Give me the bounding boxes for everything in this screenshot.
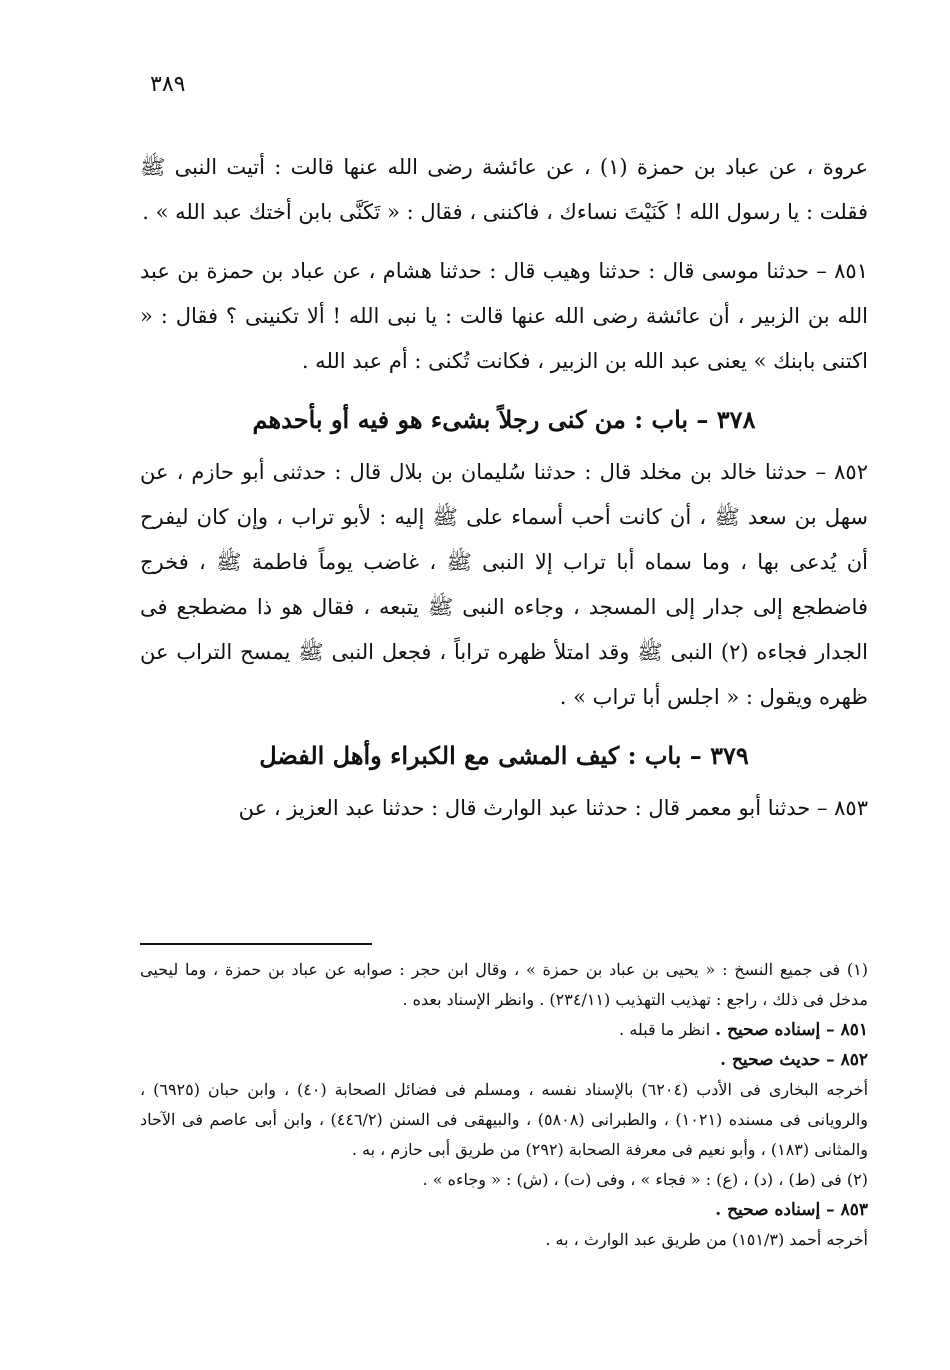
- grade-851-label: ٨٥١ – إسناده صحيح .: [715, 1020, 868, 1040]
- paragraph-hadith-853: ٨٥٣ – حدثنا أبو معمر قال : حدثنا عبد الوارث قال : حدثنا عبد العزيز ، عن: [238, 796, 868, 820]
- footnote-1: (١) فى جميع النسخ : « يحيى بن عباد بن حمزة » ، وقال ابن حجر : صوابه عن عباد بن حمزة ، وما ليحيى مدخل فى ذلك ، راجع : تهذيب التهذيب (٢٣٤/١١) . وانظر الإسناد بعده .: [140, 960, 868, 1009]
- paragraph-hadith-852: ٨٥٢ – حدثنا خالد بن مخلد قال : حدثنا سُليمان بن بلال قال : حدثنى أبو حازم ، عن سهل بن سعد ﷺ ، أن كانت أحب أسماء على ﷺ إليه : لأبو تراب ، وإن كان ليفرح أن يُدعى بها ، وما سماه أبا تراب إلا النبى ﷺ ، غاضب يوماً فاطمة ﷺ ، فخرج فاضطجع إلى جدار إلى المسجد ، وجاءه النبى ﷺ يتبعه ، فقال هو ذا مضطجع فى الجدار فجاءه (٢) النبى ﷺ وقد امتلأ ظهره تراباً ، فجعل النبى ﷺ يمسح التراب عن ظهره ويقول : « اجلس أبا تراب » .: [140, 460, 868, 709]
- page-number: ٣٨٩: [150, 72, 186, 97]
- takhrij-853: أخرجه أحمد (١٥١/٣) من طريق عبد الوارث ، به .: [545, 1230, 868, 1249]
- grade-853: ٨٥٣ – إسناده صحيح .: [715, 1200, 868, 1220]
- paragraph-hadith-851: ٨٥١ – حدثنا موسى قال : حدثنا وهيب قال : حدثنا هشام ، عن عباد بن حمزة بن عبد الله بن الزبير ، أن عائشة رضى الله عنها قالت : يا نبى الله ! ألا تكنينى ؟ فقال : « اكتنى بابنك » يعنى عبد الله بن الزبير ، فكانت تُكنى : أم عبد الله .: [140, 259, 868, 373]
- footnote-divider: [140, 943, 372, 945]
- footnotes: [140, 955, 868, 1255]
- footnote-2: (٢) فى (ط) ، (د) ، (ع) : « فجاء » ، وفى (ت) ، (ش) : « وجاءه » .: [422, 1170, 868, 1189]
- takhrij-852: أخرجه البخارى فى الأدب (٦٢٠٤) بالإسناد نفسه ، ومسلم فى فضائل الصحابة (٤٠) ، وابن حبان (٦٩٢٥) ، والرويانى فى مسنده (١٠٢١) ، والطبرانى (٥٨٠٨) ، والبيهقى فى السنن (٤٤٦/٢) ، وابن أبى عاصم فى الآحاد والمثانى (١٨٣) ، وأبو نعيم فى معرفة الصحابة (٢٩٢) من طريق أبى حازم ، به .: [140, 1080, 869, 1159]
- grade-851: [140, 1015, 868, 1045]
- chapter-heading-378: ٣٧٨ – باب : من كنى رجلاً بشىء هو فيه أو بأحدهم: [252, 405, 756, 434]
- grade-851-text: انظر ما قبله .: [619, 1020, 716, 1039]
- main-text: [140, 145, 868, 845]
- grade-852: ٨٥٢ – حديث صحيح .: [720, 1050, 868, 1070]
- paragraph-continuation: عروة ، عن عباد بن حمزة (١) ، عن عائشة رضى الله عنها قالت : أتيت النبى ﷺ فقلت : يا رسول الله ! كَنَيْتَ نساءك ، فاكننى ، فقال : « تَكَنَّى بابن أختك عبد الله » .: [140, 155, 868, 224]
- book-page: [140, 60, 868, 1340]
- chapter-heading-379: ٣٧٩ – باب : كيف المشى مع الكبراء وأهل الفضل: [259, 741, 749, 770]
